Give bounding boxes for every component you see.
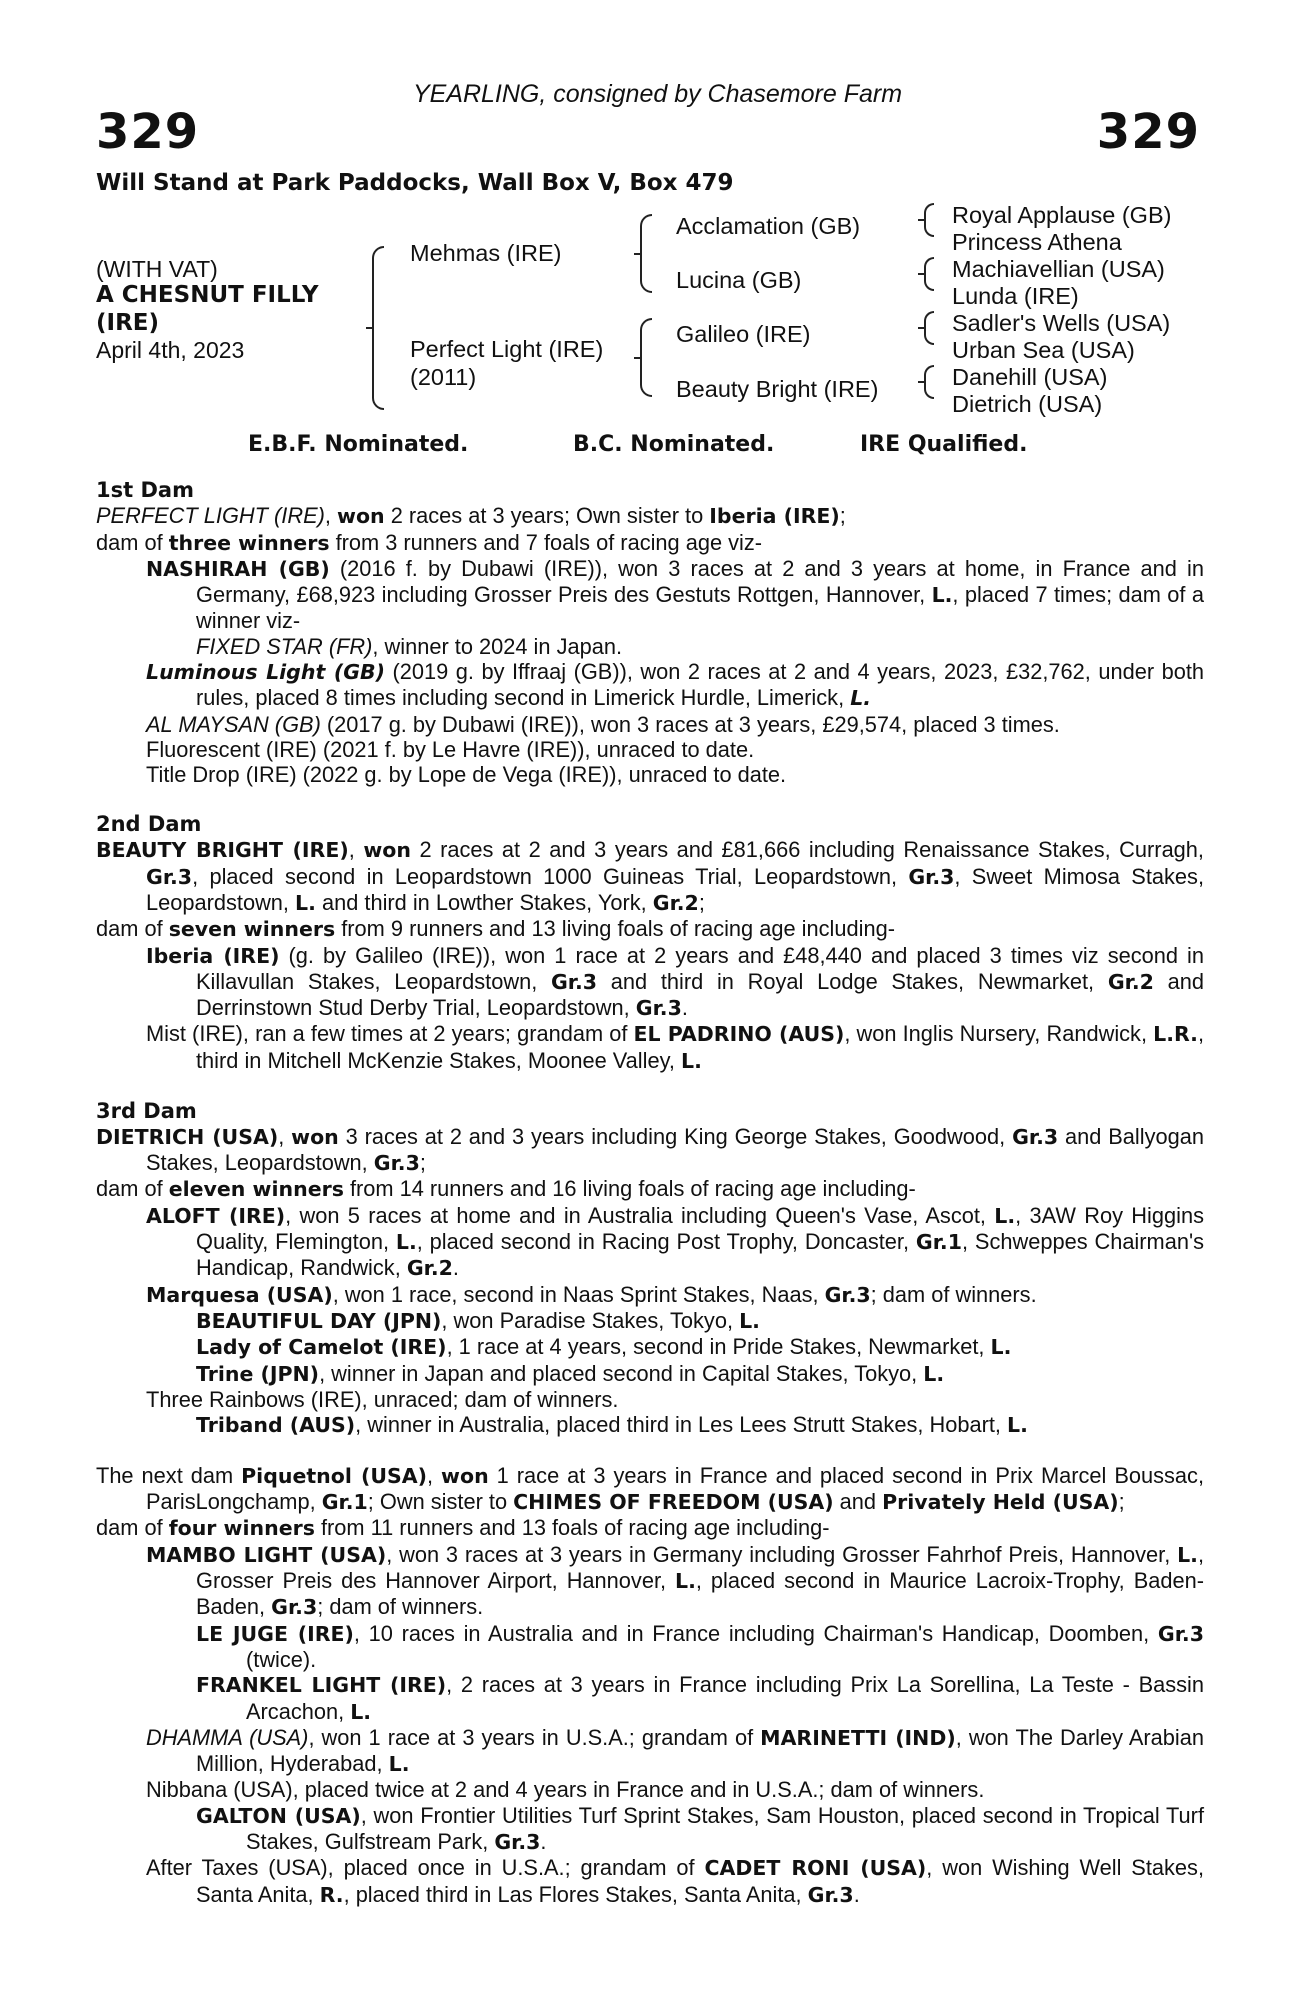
pedigree-dam-year: (2011) (410, 364, 477, 390)
pedigree-brace-sd (924, 257, 934, 291)
pedigree-brace-ss (924, 203, 934, 237)
pedigree-sds: Machiavellian (USA) (952, 256, 1165, 282)
produce-mist: Mist (IRE), ran a few times at 2 years; grandam of EL PADRINO (AUS), won Inglis Nursery, Randwick, L.R., third in Mitchell McKenzie Stakes, Moonee Valley, L. (146, 1021, 1204, 1073)
consignor-line: YEARLING, consigned by Chasemore Farm (412, 80, 903, 108)
pedigree-ssd: Princess Athena (952, 229, 1122, 255)
produce-aloft: ALOFT (IRE), won 5 races at home and in Australia including Queen's Vase, Ascot, L., 3AW Roy Higgins Quality, Flemington, L., placed second in Racing Post Trophy, Doncaster, Gr.1, Schweppes Chairman's Handicap, Randwick, Gr.2. (146, 1202, 1204, 1281)
horse-name-line2: (IRE) (96, 310, 160, 336)
produce-dhamma: DHAMMA (USA), won 1 race at 3 years in U.S.A.; grandam of MARINETTI (IND), won The Darley Arabian Million, Hyderabad, L. (146, 1724, 1204, 1777)
pedigree-dsd: Urban Sea (USA) (952, 337, 1135, 363)
produce-marquesa: Marquesa (USA), won 1 race, second in Naas Sprint Stakes, Naas, Gr.3; dam of winners. (146, 1281, 1037, 1307)
first-dam-produce-intro: dam of three winners from 3 runners and 7 foals of racing age viz- (96, 529, 763, 555)
ire-qualified: IRE Qualified. (860, 432, 1028, 457)
produce-galton: GALTON (USA), won Frontier Utilities Turf Sprint Stakes, Sam Houston, placed second in Tropical Turf Stakes, Gulfstream Park, Gr.3. (196, 1802, 1204, 1855)
pedigree-ddd: Dietrich (USA) (952, 391, 1103, 417)
third-dam-entry: DIETRICH (USA), won 3 races at 2 and 3 years including King George Stakes, Goodwood, Gr.3 and Ballyogan Stakes, Leopardstown, Gr.3; (96, 1123, 1204, 1176)
pedigree-sss: Royal Applause (GB) (952, 202, 1172, 228)
pedigree-brace-dam (640, 318, 652, 397)
first-dam-entry: PERFECT LIGHT (IRE), won 2 races at 3 years; Own sister to Iberia (IRE); (96, 503, 846, 529)
produce-luminous-light: Luminous Light (GB) (2019 g. by Iffraaj (GB)), won 2 races at 2 and 4 years, 2023, £32,762, under both rules, placed 8 times including second in Limerick Hurdle, Limerick, L. (146, 659, 1204, 711)
pedigree-brace-dd (924, 365, 934, 399)
lot-number-right: 329 (1096, 104, 1200, 160)
vat-label: (WITH VAT) (96, 256, 218, 282)
second-dam-heading: 2nd Dam (96, 812, 202, 837)
second-dam-entry: BEAUTY BRIGHT (IRE), won 2 races at 2 and 3 years and £81,666 including Renaissance Stakes, Curragh, Gr.3, placed second in Leopardstown 1000 Guineas Trial, Leopardstown, Gr.3, Sweet Mimosa Stakes, Leopardstown, L. and third in Lowther Stakes, York, Gr.2; (96, 837, 1204, 915)
produce-mambo-light: MAMBO LIGHT (USA), won 3 races at 3 years in Germany including Grosser Fahrhof Preis, Hannover, L., Grosser Preis des Hannover Airport, Hannover, L., placed second in Maurice Lacroix-Trophy, Baden-Baden, Gr.3; dam of winners. (146, 1541, 1204, 1620)
second-dam-produce-intro: dam of seven winners from 9 runners and 13 living foals of racing age including- (96, 916, 895, 942)
date-of-birth: April 4th, 2023 (96, 337, 245, 363)
next-dam-produce-intro: dam of four winners from 11 runners and 13 foals of racing age including- (96, 1515, 830, 1541)
produce-triband: Triband (AUS), winner in Australia, placed third in Les Lees Strutt Stakes, Hobart, L. (196, 1412, 1028, 1438)
pedigree-brace-sire (640, 214, 652, 293)
stabling-line: Will Stand at Park Paddocks, Wall Box V, Box 479 (96, 170, 734, 196)
produce-le-juge: LE JUGE (IRE), 10 races in Australia and in France including Chairman's Handicap, Doomben, Gr.3 (twice). (196, 1620, 1204, 1672)
lot-number-left: 329 (96, 104, 200, 160)
produce-trine: Trine (JPN), winner in Japan and placed second in Capital Stakes, Tokyo, L. (196, 1360, 945, 1386)
produce-after-taxes: After Taxes (USA), placed once in U.S.A.; grandam of CADET RONI (USA), won Wishing Well Stakes, Santa Anita, R., placed third in Las Flores Stakes, Santa Anita, Gr.3. (146, 1855, 1205, 1907)
produce-fluorescent: Fluorescent (IRE) (2021 f. by Le Havre (IRE)), unraced to date. (146, 736, 755, 762)
produce-fixed-star: FIXED STAR (FR), winner to 2024 in Japan. (196, 633, 623, 659)
pedigree-notes (96, 478, 1204, 1908)
third-dam-produce-intro: dam of eleven winners from 14 runners and 16 living foals of racing age including- (96, 1176, 916, 1202)
next-dam-entry: The next dam Piquetnol (USA), won 1 race at 3 years in France and placed second in Prix Marcel Boussac, ParisLongchamp, Gr.1; Own sister to CHIMES OF FREEDOM (USA) and Privately Held (USA); (96, 1462, 1204, 1515)
pedigree-sire-sire: Acclamation (GB) (676, 213, 861, 239)
pedigree-dss: Sadler's Wells (USA) (952, 310, 1171, 336)
produce-beautiful-day: BEAUTIFUL DAY (JPN), won Paradise Stakes, Tokyo, L. (196, 1307, 760, 1333)
pedigree-dam: Perfect Light (IRE) (410, 336, 604, 362)
produce-three-rainbows: Three Rainbows (IRE), unraced; dam of winners. (146, 1386, 619, 1412)
produce-title-drop: Title Drop (IRE) (2022 g. by Lope de Vega (IRE)), unraced to date. (146, 762, 787, 788)
pedigree-sire-dam: Lucina (GB) (676, 267, 802, 293)
ebf-nominated: E.B.F. Nominated. (248, 432, 469, 457)
produce-al-maysan: AL MAYSAN (GB) (2017 g. by Dubawi (IRE)), won 3 races at 3 years, £29,574, placed 3 times. (146, 711, 1060, 737)
produce-lady-of-camelot: Lady of Camelot (IRE), 1 race at 4 years, second in Pride Stakes, Newmarket, L. (196, 1334, 1012, 1360)
pedigree-brace-ds (924, 311, 934, 345)
pedigree-dds: Danehill (USA) (952, 364, 1108, 390)
bc-nominated: B.C. Nominated. (573, 432, 775, 457)
pedigree-sire: Mehmas (IRE) (410, 240, 562, 266)
first-dam-heading: 1st Dam (96, 478, 194, 502)
third-dam-heading: 3rd Dam (96, 1098, 197, 1123)
pedigree-brace-main (372, 246, 384, 410)
horse-name (96, 281, 386, 337)
horse-name-line1: A CHESNUT FILLY (96, 282, 319, 308)
produce-iberia: Iberia (IRE) (g. by Galileo (IRE)), won 1 race at 2 years and £48,440 and placed 3 times viz second in Killavullan Stakes, Leopardstown, Gr.3 and third in Royal Lodge Stakes, Newmarket, Gr.2 and Derrinstown Stud Derby Trial, Leopardstown, Gr.3. (146, 942, 1205, 1021)
pedigree-dam-dam: Beauty Bright (IRE) (676, 376, 879, 402)
pedigree-dam-sire: Galileo (IRE) (676, 321, 811, 347)
pedigree-sdd: Lunda (IRE) (952, 283, 1079, 309)
produce-nibbana: Nibbana (USA), placed twice at 2 and 4 years in France and in U.S.A.; dam of winners. (146, 1777, 985, 1803)
produce-nashirah: NASHIRAH (GB) (2016 f. by Dubawi (IRE)), won 3 races at 2 and 3 years at home, in France and in Germany, £68,923 including Grosser Preis des Gestuts Rottgen, Hannover, L., placed 7 times; dam of a winner viz- (146, 555, 1204, 634)
produce-frankel-light: FRANKEL LIGHT (IRE), 2 races at 3 years in France including Prix La Sorellina, La Teste - Bassin Arcachon, L. (196, 1672, 1204, 1724)
